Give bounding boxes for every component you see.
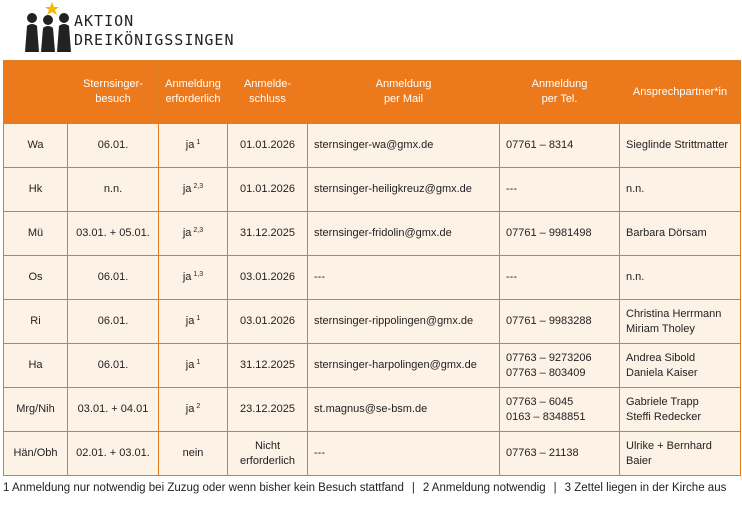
column-header-line: Ansprechpartner*in	[632, 85, 728, 98]
cell-anmeldung	[159, 124, 228, 168]
cell-tel	[500, 388, 620, 432]
cell-besuch: 03.01. + 04.01	[68, 388, 159, 432]
table-row	[4, 432, 741, 476]
tel-line: ---	[506, 271, 517, 283]
cell-schluss	[228, 432, 308, 476]
kontakt-line: Steffi Redecker	[626, 410, 702, 423]
column-header-line: Anmeldung	[531, 78, 588, 90]
tel-line: 07761 – 9981498	[506, 227, 592, 239]
cell-anmeldung	[159, 168, 228, 212]
column-header-line: Anmeldung	[375, 78, 432, 90]
kontakt-line: Miriam Tholey	[626, 322, 695, 335]
column-header-line: erforderlich	[165, 93, 221, 105]
footnote-separator: |	[553, 482, 557, 494]
cell-besuch: 06.01.	[68, 344, 159, 388]
kontakt-line: Gabriele Trapp	[626, 395, 699, 408]
tel-line: 07763 – 803409	[506, 366, 586, 379]
column-header	[500, 61, 620, 124]
schedule-table	[3, 60, 741, 476]
tel-line: 07761 – 9983288	[506, 315, 592, 327]
schluss-line: erforderlich	[239, 454, 296, 467]
cell-besuch: 02.01. + 03.01.	[68, 432, 159, 476]
mail-link[interactable]: sternsinger-heiligkreuz@gmx.de	[314, 183, 472, 195]
column-header-line: Sternsinger-	[83, 78, 143, 90]
kontakt-line: Daniela Kaiser	[626, 366, 698, 379]
logo	[20, 2, 260, 54]
cell-schluss	[228, 124, 308, 168]
mail-value: ---	[314, 447, 325, 459]
cell-kontakt	[620, 256, 741, 300]
anmeldung-value: ja	[182, 271, 192, 283]
column-header-line: Anmelde-	[243, 78, 292, 90]
column-header-line: per Tel.	[541, 93, 578, 105]
mail-value: ---	[314, 271, 325, 283]
tel-line: 07761 – 8314	[506, 139, 574, 151]
column-header	[620, 61, 741, 124]
kontakt-line: Ulrike + Bernhard	[626, 439, 712, 452]
logo-line-1: AKTION	[74, 12, 135, 30]
tel-line: 0163 – 8348851	[506, 410, 586, 423]
cell-ort: Wa	[4, 124, 68, 168]
column-header-line: Anmeldung	[165, 78, 221, 90]
mail-link[interactable]: sternsinger-wa@gmx.de	[314, 139, 434, 151]
cell-tel	[500, 168, 620, 212]
cell-tel	[500, 256, 620, 300]
mail-link[interactable]: sternsinger-harpolingen@gmx.de	[314, 359, 477, 371]
tel-line: ---	[506, 183, 517, 195]
cell-kontakt	[620, 212, 741, 256]
column-header	[4, 61, 68, 124]
cell-ort: Hk	[4, 168, 68, 212]
tel-line: 07763 – 21138	[506, 447, 579, 459]
header-row	[4, 61, 741, 124]
footnote-ref: 1	[196, 359, 201, 366]
cell-mail	[308, 432, 500, 476]
column-header	[159, 61, 228, 124]
mail-link[interactable]: st.magnus@se-bsm.de	[314, 403, 428, 415]
mail-link[interactable]: sternsinger-rippolingen@gmx.de	[314, 315, 474, 327]
logo-text	[74, 12, 235, 50]
cell-tel	[500, 212, 620, 256]
kontakt-line: n.n.	[626, 183, 645, 195]
cell-ort: Ri	[4, 300, 68, 344]
cell-tel	[500, 432, 620, 476]
schluss-line: 31.12.2025	[239, 227, 296, 239]
anmeldung-value: ja	[182, 183, 192, 195]
schluss-line: 23.12.2025	[239, 403, 296, 415]
tel-line: 07763 – 9273206	[506, 351, 592, 364]
column-header	[308, 61, 500, 124]
column-header-line: besuch	[95, 93, 131, 105]
cell-besuch: n.n.	[68, 168, 159, 212]
kontakt-line: Christina Herrmann	[626, 307, 722, 320]
kontakt-line: Andrea Sibold	[626, 351, 696, 364]
cell-schluss	[228, 300, 308, 344]
cell-besuch: 06.01.	[68, 124, 159, 168]
cell-mail	[308, 388, 500, 432]
kontakt-line: Barbara Dörsam	[626, 227, 707, 239]
cell-schluss	[228, 388, 308, 432]
column-header	[68, 61, 159, 124]
cell-besuch: 06.01.	[68, 300, 159, 344]
footnote-1: 1 Anmeldung nur notwendig bei Zuzug oder wenn bisher kein Besuch stattfand	[3, 482, 404, 494]
footnote-2: 2 Anmeldung notwendig	[422, 482, 546, 494]
schluss-line: 31.12.2025	[239, 359, 296, 371]
kontakt-line: Baier	[626, 454, 652, 467]
table-row	[4, 256, 741, 300]
table-row	[4, 344, 741, 388]
footnote-separator: |	[411, 482, 415, 494]
cell-anmeldung	[159, 388, 228, 432]
table-row	[4, 124, 741, 168]
cell-anmeldung	[159, 344, 228, 388]
anmeldung-value: ja	[185, 139, 195, 151]
cell-besuch: 03.01. + 05.01.	[68, 212, 159, 256]
cell-tel	[500, 344, 620, 388]
cell-kontakt	[620, 168, 741, 212]
cell-anmeldung	[159, 212, 228, 256]
cell-kontakt	[620, 344, 741, 388]
table-row	[4, 300, 741, 344]
cell-ort: Hän/Obh	[4, 432, 68, 476]
cell-ort: Mrg/Nih	[4, 388, 68, 432]
schluss-line: 01.01.2026	[239, 139, 296, 151]
cell-mail	[308, 212, 500, 256]
logo-line-2: DREIKÖNIGSSINGEN	[74, 31, 235, 49]
table-row	[4, 168, 741, 212]
footnote-ref: 1,3	[193, 271, 204, 278]
cell-schluss	[228, 256, 308, 300]
cell-mail	[308, 300, 500, 344]
cell-anmeldung	[159, 432, 228, 476]
cell-kontakt	[620, 300, 741, 344]
mail-link[interactable]: sternsinger-fridolin@gmx.de	[314, 227, 452, 239]
cell-mail	[308, 256, 500, 300]
cell-ort: Mü	[4, 212, 68, 256]
schluss-line: 01.01.2026	[239, 183, 296, 195]
cell-ort: Os	[4, 256, 68, 300]
cell-schluss	[228, 168, 308, 212]
footnote-ref: 2,3	[193, 227, 204, 234]
anmeldung-value: ja	[185, 359, 195, 371]
table-row	[4, 212, 741, 256]
footnotes	[3, 482, 742, 494]
cell-ort: Ha	[4, 344, 68, 388]
cell-kontakt	[620, 388, 741, 432]
anmeldung-value: ja	[182, 227, 192, 239]
anmeldung-value: ja	[185, 403, 195, 415]
cell-kontakt	[620, 432, 741, 476]
cell-mail	[308, 124, 500, 168]
column-header	[228, 61, 308, 124]
anmeldung-value: nein	[182, 447, 204, 459]
kontakt-line: Sieglinde Strittmatter	[626, 139, 729, 151]
schluss-line: Nicht	[254, 439, 281, 452]
kontakt-line: n.n.	[626, 271, 645, 283]
column-header-line: schluss	[249, 93, 286, 105]
cell-tel	[500, 300, 620, 344]
footnote-3: 3 Zettel liegen in der Kirche aus	[564, 482, 727, 494]
cell-schluss	[228, 344, 308, 388]
footnote-ref: 2	[196, 403, 201, 410]
cell-tel	[500, 124, 620, 168]
schluss-line: 03.01.2026	[239, 315, 296, 327]
footnote-ref: 1	[196, 315, 201, 322]
cell-mail	[308, 168, 500, 212]
cell-schluss	[228, 212, 308, 256]
footnote-ref: 1	[196, 139, 201, 146]
column-header-line: per Mail	[383, 93, 424, 105]
footnote-ref: 2,3	[193, 183, 204, 190]
table-row	[4, 388, 741, 432]
cell-kontakt	[620, 124, 741, 168]
anmeldung-value: ja	[185, 315, 195, 327]
cell-anmeldung	[159, 300, 228, 344]
cell-mail	[308, 344, 500, 388]
tel-line: 07763 – 6045	[506, 395, 574, 408]
cell-besuch: 06.01.	[68, 256, 159, 300]
schluss-line: 03.01.2026	[239, 271, 296, 283]
cell-anmeldung	[159, 256, 228, 300]
three-kings-icon	[22, 2, 74, 54]
